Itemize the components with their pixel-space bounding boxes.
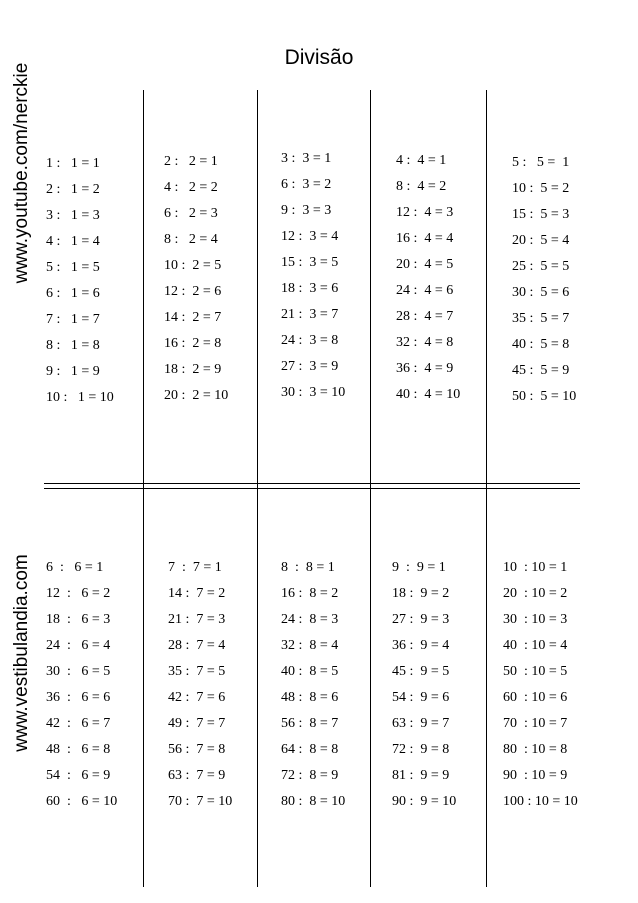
division-fact: 42 : 6 = 7 bbox=[46, 716, 111, 731]
division-fact: 30 : 6 = 5 bbox=[46, 664, 111, 679]
division-fact: 24 : 3 = 8 bbox=[281, 333, 339, 348]
section-divider bbox=[44, 483, 580, 484]
division-fact: 12 : 4 = 3 bbox=[396, 205, 454, 220]
division-fact: 9 : 9 = 1 bbox=[392, 560, 446, 575]
division-fact: 48 : 8 = 6 bbox=[281, 690, 339, 705]
division-fact: 56 : 8 = 7 bbox=[281, 716, 339, 731]
division-fact: 35 : 7 = 5 bbox=[168, 664, 226, 679]
division-fact: 12 : 3 = 4 bbox=[281, 229, 339, 244]
division-fact: 10 : 2 = 5 bbox=[164, 258, 222, 273]
table-column-divide-by-6 bbox=[46, 555, 117, 815]
table-column-divide-by-8 bbox=[281, 555, 345, 815]
division-fact: 36 : 9 = 4 bbox=[392, 638, 450, 653]
division-fact: 10 : 10 = 1 bbox=[503, 560, 568, 575]
division-fact: 28 : 4 = 7 bbox=[396, 309, 454, 324]
division-fact: 50 : 10 = 5 bbox=[503, 664, 568, 679]
table-column-divide-by-7 bbox=[168, 555, 232, 815]
division-fact: 5 : 1 = 5 bbox=[46, 260, 100, 275]
division-fact: 6 : 2 = 3 bbox=[164, 206, 218, 221]
division-fact: 14 : 7 = 2 bbox=[168, 586, 226, 601]
table-column-divide-by-10 bbox=[503, 555, 578, 815]
division-fact: 30 : 5 = 6 bbox=[512, 285, 570, 300]
section-divider bbox=[44, 488, 580, 489]
division-fact: 7 : 1 = 7 bbox=[46, 312, 100, 327]
division-fact: 40 : 8 = 5 bbox=[281, 664, 339, 679]
division-fact: 20 : 10 = 2 bbox=[503, 586, 568, 601]
division-fact: 3 : 1 = 3 bbox=[46, 208, 100, 223]
division-fact: 21 : 7 = 3 bbox=[168, 612, 226, 627]
division-fact: 28 : 7 = 4 bbox=[168, 638, 226, 653]
division-fact: 18 : 3 = 6 bbox=[281, 281, 339, 296]
division-fact: 40 : 4 = 10 bbox=[396, 387, 461, 402]
division-fact: 50 : 5 = 10 bbox=[512, 389, 577, 404]
division-fact: 18 : 6 = 3 bbox=[46, 612, 111, 627]
division-fact: 27 : 9 = 3 bbox=[392, 612, 450, 627]
division-fact: 8 : 8 = 1 bbox=[281, 560, 335, 575]
division-fact: 2 : 1 = 2 bbox=[46, 182, 100, 197]
division-fact: 8 : 2 = 4 bbox=[164, 232, 218, 247]
division-fact: 49 : 7 = 7 bbox=[168, 716, 226, 731]
division-fact: 10 : 5 = 2 bbox=[512, 181, 570, 196]
division-fact: 18 : 9 = 2 bbox=[392, 586, 450, 601]
division-fact: 36 : 6 = 6 bbox=[46, 690, 111, 705]
division-fact: 90 : 9 = 10 bbox=[392, 794, 457, 809]
table-column-divide-by-4 bbox=[396, 148, 460, 408]
division-fact: 15 : 5 = 3 bbox=[512, 207, 570, 222]
division-fact: 9 : 3 = 3 bbox=[281, 203, 332, 218]
division-fact: 20 : 2 = 10 bbox=[164, 388, 229, 403]
division-fact: 36 : 4 = 9 bbox=[396, 361, 454, 376]
division-fact: 20 : 4 = 5 bbox=[396, 257, 454, 272]
division-fact: 21 : 3 = 7 bbox=[281, 307, 339, 322]
division-fact: 16 : 8 = 2 bbox=[281, 586, 339, 601]
division-fact: 60 : 6 = 10 bbox=[46, 794, 118, 809]
division-fact: 10 : 1 = 10 bbox=[46, 390, 114, 405]
division-fact: 48 : 6 = 8 bbox=[46, 742, 111, 757]
division-fact: 40 : 5 = 8 bbox=[512, 337, 570, 352]
division-fact: 30 : 3 = 10 bbox=[281, 385, 346, 400]
division-fact: 70 : 10 = 7 bbox=[503, 716, 568, 731]
side-url-vestibulandia: www.vestibulandia.com bbox=[11, 554, 32, 752]
division-fact: 45 : 5 = 9 bbox=[512, 363, 570, 378]
division-fact: 63 : 9 = 7 bbox=[392, 716, 450, 731]
division-fact: 3 : 3 = 1 bbox=[281, 151, 332, 166]
division-fact: 80 : 10 = 8 bbox=[503, 742, 568, 757]
division-fact: 12 : 6 = 2 bbox=[46, 586, 111, 601]
division-fact: 54 : 6 = 9 bbox=[46, 768, 111, 783]
division-fact: 9 : 1 = 9 bbox=[46, 364, 100, 379]
table-column-divide-by-2 bbox=[164, 149, 228, 409]
division-fact: 42 : 7 = 6 bbox=[168, 690, 226, 705]
division-fact: 6 : 3 = 2 bbox=[281, 177, 332, 192]
division-fact: 16 : 2 = 8 bbox=[164, 336, 222, 351]
division-fact: 6 : 1 = 6 bbox=[46, 286, 100, 301]
division-fact: 4 : 2 = 2 bbox=[164, 180, 218, 195]
table-column-divide-by-9 bbox=[392, 555, 456, 815]
division-fact: 2 : 2 = 1 bbox=[164, 154, 218, 169]
division-fact: 32 : 4 = 8 bbox=[396, 335, 454, 350]
division-fact: 14 : 2 = 7 bbox=[164, 310, 222, 325]
division-fact: 40 : 10 = 4 bbox=[503, 638, 568, 653]
division-fact: 72 : 9 = 8 bbox=[392, 742, 450, 757]
division-fact: 60 : 10 = 6 bbox=[503, 690, 568, 705]
division-fact: 16 : 4 = 4 bbox=[396, 231, 454, 246]
division-fact: 35 : 5 = 7 bbox=[512, 311, 570, 326]
page-title: Divisão bbox=[284, 46, 354, 69]
division-fact: 32 : 8 = 4 bbox=[281, 638, 339, 653]
division-fact: 100 : 10 = 10 bbox=[503, 794, 578, 809]
table-column-divide-by-5 bbox=[512, 150, 576, 410]
division-fact: 15 : 3 = 5 bbox=[281, 255, 339, 270]
division-fact: 63 : 7 = 9 bbox=[168, 768, 226, 783]
division-fact: 80 : 8 = 10 bbox=[281, 794, 346, 809]
division-fact: 27 : 3 = 9 bbox=[281, 359, 339, 374]
division-fact: 56 : 7 = 8 bbox=[168, 742, 226, 757]
division-fact: 4 : 1 = 4 bbox=[46, 234, 100, 249]
division-fact: 5 : 5 = 1 bbox=[512, 155, 570, 170]
division-fact: 70 : 7 = 10 bbox=[168, 794, 233, 809]
division-fact: 20 : 5 = 4 bbox=[512, 233, 570, 248]
division-fact: 8 : 4 = 2 bbox=[396, 179, 447, 194]
division-fact: 81 : 9 = 9 bbox=[392, 768, 450, 783]
division-fact: 24 : 4 = 6 bbox=[396, 283, 454, 298]
division-fact: 54 : 9 = 6 bbox=[392, 690, 450, 705]
division-fact: 45 : 9 = 5 bbox=[392, 664, 450, 679]
side-url-youtube: www.youtube.com/nerckie bbox=[11, 62, 32, 284]
division-fact: 24 : 8 = 3 bbox=[281, 612, 339, 627]
division-fact: 18 : 2 = 9 bbox=[164, 362, 222, 377]
division-fact: 12 : 2 = 6 bbox=[164, 284, 222, 299]
division-fact: 1 : 1 = 1 bbox=[46, 156, 100, 171]
division-fact: 7 : 7 = 1 bbox=[168, 560, 222, 575]
division-fact: 8 : 1 = 8 bbox=[46, 338, 100, 353]
division-fact: 90 : 10 = 9 bbox=[503, 768, 568, 783]
division-fact: 25 : 5 = 5 bbox=[512, 259, 570, 274]
table-column-divide-by-1 bbox=[46, 151, 114, 411]
division-fact: 24 : 6 = 4 bbox=[46, 638, 111, 653]
table-column-divide-by-3 bbox=[281, 146, 345, 406]
division-fact: 30 : 10 = 3 bbox=[503, 612, 568, 627]
division-fact: 72 : 8 = 9 bbox=[281, 768, 339, 783]
division-fact: 64 : 8 = 8 bbox=[281, 742, 339, 757]
division-fact: 6 : 6 = 1 bbox=[46, 560, 104, 575]
division-fact: 4 : 4 = 1 bbox=[396, 153, 447, 168]
